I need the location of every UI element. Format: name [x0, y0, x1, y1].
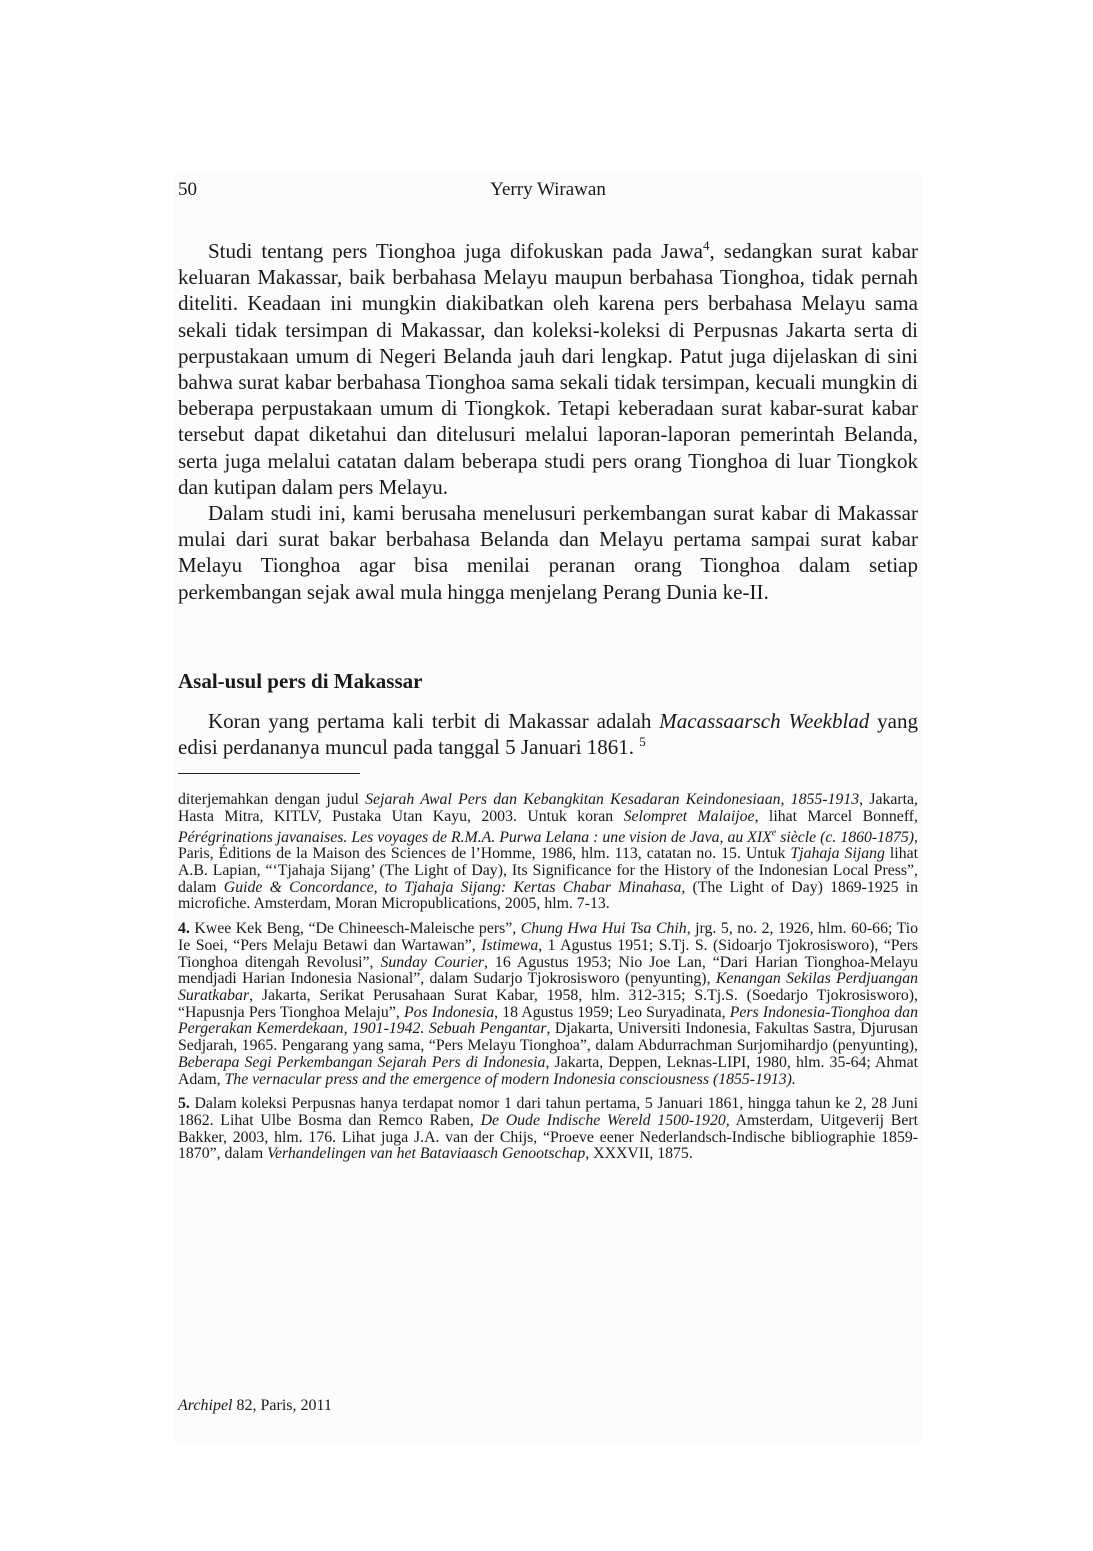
section-heading: Asal-usul pers di Makassar — [178, 669, 423, 693]
running-head-author: Yerry Wirawan — [490, 179, 606, 200]
running-header — [178, 178, 918, 202]
paragraph-3 — [178, 708, 918, 760]
paragraph-2: Dalam studi ini, kami berusaha menelusuri perkembangan surat kabar di Makassar mulai dari surat bakar berbahasa Belanda dan Melayu pertama sampai surat kabar Melayu Tionghoa agar bisa menilai peranan orang Tionghoa dalam setiap perkembangan sejak awal mula hingga menjelang Perang Dunia ke-II. — [178, 501, 918, 604]
section-text — [178, 708, 918, 760]
footnote-ref-4[interactable]: 4 — [703, 238, 710, 253]
footnote-4-number: 4. — [178, 920, 190, 938]
newspaper-title: Macassaarsch Weekblad — [659, 709, 870, 733]
journal-issue: 82, Paris, 2011 — [232, 1397, 332, 1414]
footnote-separator — [178, 773, 360, 774]
paragraph-1 — [178, 238, 918, 500]
main-text — [178, 238, 918, 605]
page-number: 50 — [178, 179, 197, 200]
footnote-5-number: 5. — [178, 1095, 190, 1113]
page-footer — [178, 1396, 918, 1416]
footnote-ref-5[interactable]: 5 — [639, 734, 646, 750]
paragraph-3-text-a: Koran yang pertama kali terbit di Makassar adalah — [208, 709, 660, 733]
footnote-continuation: diterjemahkan dengan judul Sejarah Awal Pers dan Kebangkitan Kesadaran Keindonesiaan, 1855-1913, Jakarta, Hasta Mitra, KITLV, Pustaka Utan Kayu, 2003. Untuk koran Selompret Malaijoe, lihat Marcel Bonneff, Pérégrinations javanaises. Les voyages de R.M.A. Purwa Lelana : une vision de Java, au XIXe siècle (c. 1860-1875), Paris, Éditions de la Maison des Sciences de l’Homme, 1986, hlm. 113, catatan no. 15. Untuk Tjahaja Sijang lihat A.B. Lapian, “‘Tjahaja Sijang’ (The Light of Day), Its Significance for the History of the Indonesian Local Press”, dalam Guide & Concordance, to Tjahaja Sijang: Kertas Chabar Minahasa, (The Light of Day) 1869-1925 in microfiche. Amsterdam, Moran Micropublications, 2005, hlm. 7-13. — [178, 791, 919, 913]
footnotes — [178, 792, 918, 1171]
footnote-5: 5. Dalam koleksi Perpusnas hanya terdapat nomor 1 dari tahun pertama, 5 Januari 1861, hingga tahun ke 2, 28 Juni 1862. Lihat Ulbe Bosma dan Remco Raben, De Oude Indische Wereld 1500-1920, Amsterdam, Uitgeverij Bert Bakker, 2003, hlm. 176. Lihat juga J.A. van der Chijs, “Proeve eener Nederlandsch-Indische bibliographie 1859-1870”, dalam Verhandelingen van het Bataviaasch Genootschap, XXXVII, 1875. — [178, 1095, 918, 1163]
paragraph-3-text-b: yang edisi perdananya muncul pada tanggal 5 Januari 1861. — [178, 709, 918, 760]
journal-name: Archipel — [178, 1397, 233, 1414]
footnote-4: 4. Kwee Kek Beng, “De Chineesch-Maleische pers”, Chung Hwa Hui Tsa Chih, jrg. 5, no. 2, 1926, hlm. 60-66; Tio Ie Soei, “Pers Melaju Betawi dan Wartawan”, Istimewa, 1 Agustus 1951; S.Tj. S. (Sidoarjo Tjokrosisworo), “Pers Tionghoa ditengah Revolusi”, Sunday Courier, 16 Agustus 1953; Nio Joe Lan, “Dari Harian Tionghoa-Melayu mendjadi Harian Indonesia Nasional”, dalam Sudarjo Tjokrosisworo (penyunting), Kenangan Sekilas Perdjuangan Suratkabar, Jakarta, Serikat Perusahaan Surat Kabar, 1958, hlm. 312-315; S.Tj.S. (Soedarjo Tjokrosisworo), “Hapusnja Pers Tionghoa Melaju”, Pos Indonesia, 18 Agustus 1959; Leo Suryadinata, Pers Indonesia-Tionghoa dan Pergerakan Kemerdekaan, 1901-1942. Sebuah Pengantar, Djakarta, Universiti Indonesia, Fakultas Sastra, Djurusan Sedjarah, 1965. Pengarang yang sama, “Pers Melayu Tionghoa”, dalam Abdurrachman Surjomihardjo (penyunting), Beberapa Segi Perkembangan Sejarah Pers di Indonesia, Jakarta, Deppen, Leknas-LIPI, 1980, hlm. 35-64; Ahmat Adam, The vernacular press and the emergence of modern Indonesia consciousness (1855-1913). — [178, 920, 919, 1088]
paragraph-1-text-b: , sedangkan surat kabar keluaran Makassar, baik berbahasa Melayu maupun berbahasa Tionghoa, tidak pernah diteliti. Keadaan ini mungkin diakibatkan oleh karena pers berbahasa Melayu sama sekali tidak tersimpan di Makassar, dan koleksi-koleksi di Perpusnas Jakarta serta di perpustakaan umum di Negeri Belanda jauh dari lengkap. Patut juga dijelaskan di sini bahwa surat kabar berbahasa Tionghoa sama sekali tidak tersimpan, kecuali mungkin di beberapa perpustakaan umum di Tiongkok. Tetapi keberadaan surat kabar-surat kabar tersebut dapat diketahui dan ditelusuri melalui laporan-laporan pemerintah Belanda, serta juga melalui catatan dalam beberapa studi pers orang Tionghoa di luar Tiongkok dan kutipan dalam pers Melayu. — [178, 239, 919, 499]
paragraph-1-text-a: Studi tentang pers Tionghoa juga difokuskan pada Jawa — [208, 239, 703, 263]
